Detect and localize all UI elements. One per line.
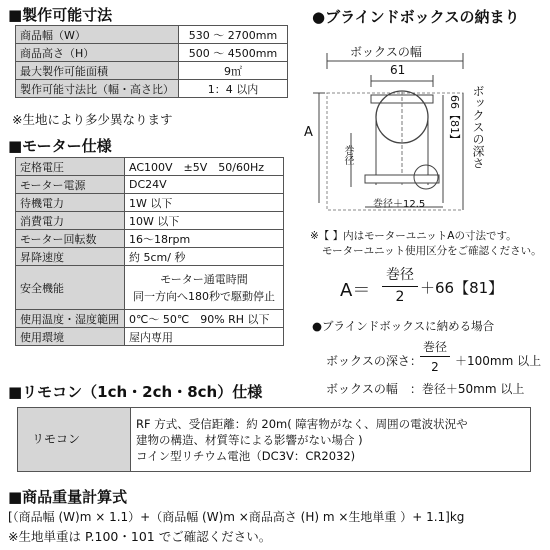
table-row [16, 176, 284, 194]
box-diagram [305, 35, 530, 220]
size-value: 9㎡ [179, 62, 288, 80]
motor-value: 0℃～ 50℃ 90% RH 以下 [125, 310, 284, 328]
motor-value: 16～18rpm [125, 230, 284, 248]
motor-value: 10W 以下 [125, 212, 284, 230]
remote-label: リモコン [32, 432, 81, 446]
remote-line: RF 方式、受信距離：約 20m( 障害物がなく、周囲の電波状況や [136, 417, 468, 431]
motor-label: 使用環境 [16, 328, 125, 346]
formula-denominator: 2 [395, 289, 405, 305]
dim-61-label: 61 [390, 63, 406, 77]
formula-A-prefix: A＝ [340, 280, 371, 301]
size-value: 530 ～ 2700mm [179, 26, 288, 44]
size-note: ※生地により多少異なります [12, 112, 173, 127]
depth-numerator: 巻径 [422, 340, 447, 354]
depth-row-tail: ＋100mm 以上 [455, 354, 542, 368]
weight-formula: [（商品幅 (W)m × 1.1）+（商品幅 (W)m ×商品高さ (H) m ×生地単重 ）+ 1.1]kg [8, 510, 465, 524]
weight-note: ※生地単重は P.100・101 でご確認ください。 [8, 529, 272, 544]
table-row [16, 212, 284, 230]
size-section-title: ■製作可能寸法 [8, 6, 113, 24]
dim-66-label: 66【81】 [448, 95, 461, 145]
motor-label: 待機電力 [16, 194, 125, 212]
motor-label: 定格電圧 [16, 158, 125, 176]
table-row [16, 328, 284, 346]
safety-line-2: 同一方向へ180秒で駆動停止 [133, 289, 275, 303]
depth-denominator: 2 [431, 360, 439, 374]
makkei-label: 巻径 [342, 145, 353, 165]
box-section-title: ●ブラインドボックスの納まり [312, 8, 520, 26]
table-row [16, 62, 288, 80]
size-label: 製作可能寸法比（幅・高さ比） [16, 80, 179, 98]
fit-title: ●ブラインドボックスに納める場合 [312, 319, 495, 333]
motor-table [15, 157, 284, 346]
table-row [16, 310, 284, 328]
remote-section-title: ■リモコン（1ch・2ch・8ch）仕様 [8, 383, 263, 401]
table-row [16, 44, 288, 62]
remote-value-cell [136, 416, 468, 464]
formula-fraction-bar [382, 286, 418, 287]
motor-label: 使用温度・湿度範囲 [16, 310, 125, 328]
table-row [16, 194, 284, 212]
motor-label: 安全機能 [16, 266, 125, 310]
motor-label: モーター電源 [16, 176, 125, 194]
formula-numerator: 巻径 [386, 267, 414, 283]
formula-tail: ＋66【81】 [420, 279, 504, 297]
width-row: ボックスの幅 ：巻径＋50mm 以上 [326, 382, 525, 396]
size-value: 1：4 以内 [179, 80, 288, 98]
size-label: 最大製作可能面積 [16, 62, 179, 80]
bottom-bar [365, 175, 439, 183]
table-row [16, 80, 288, 98]
box-note-2: モーターユニット使用区分をご確認ください。 [322, 245, 542, 257]
motor-section-title: ■モーター仕様 [8, 137, 112, 155]
depth-row-label: ボックスの深さ： [326, 354, 422, 368]
table-row [16, 248, 284, 266]
box-note-1: ※【 】内はモーターユニットAの寸法です。 [310, 230, 517, 242]
motor-label: モーター回転数 [16, 230, 125, 248]
motor-value [125, 266, 284, 310]
safety-line-1: モーター通電時間 [160, 272, 248, 286]
motor-value: 屋内専用 [125, 328, 284, 346]
motor-value: AC100V ±5V 50/60Hz [125, 158, 284, 176]
size-value: 500 ～ 4500mm [179, 44, 288, 62]
depth-fraction-bar [420, 356, 450, 357]
weight-section-title: ■商品重量計算式 [8, 488, 128, 506]
size-label: 商品高さ（H） [16, 44, 179, 62]
table-row [16, 158, 284, 176]
box-depth-label: ボックスの深さ [471, 85, 485, 169]
table-row [16, 266, 284, 310]
size-table [15, 25, 288, 98]
size-label: 商品幅（W） [16, 26, 179, 44]
table-row [16, 230, 284, 248]
dim-A-label: A [304, 125, 313, 140]
remote-line: コイン型リチウム電池（DC3V：CR2032) [136, 449, 356, 463]
table-row [16, 26, 288, 44]
remote-line: 建物の構造、材質等による影響がない場合 ) [136, 433, 363, 447]
motor-label: 昇降速度 [16, 248, 125, 266]
remote-table [17, 407, 531, 472]
motor-value: 約 5cm/ 秒 [125, 248, 284, 266]
motor-value: DC24V [125, 176, 284, 194]
motor-label: 消費電力 [16, 212, 125, 230]
remote-label-cell [18, 408, 131, 471]
bottom-dim-label: 巻径＋12.5 [373, 199, 426, 210]
motor-value: 1W 以下 [125, 194, 284, 212]
box-width-label: ボックスの幅 [350, 45, 422, 59]
